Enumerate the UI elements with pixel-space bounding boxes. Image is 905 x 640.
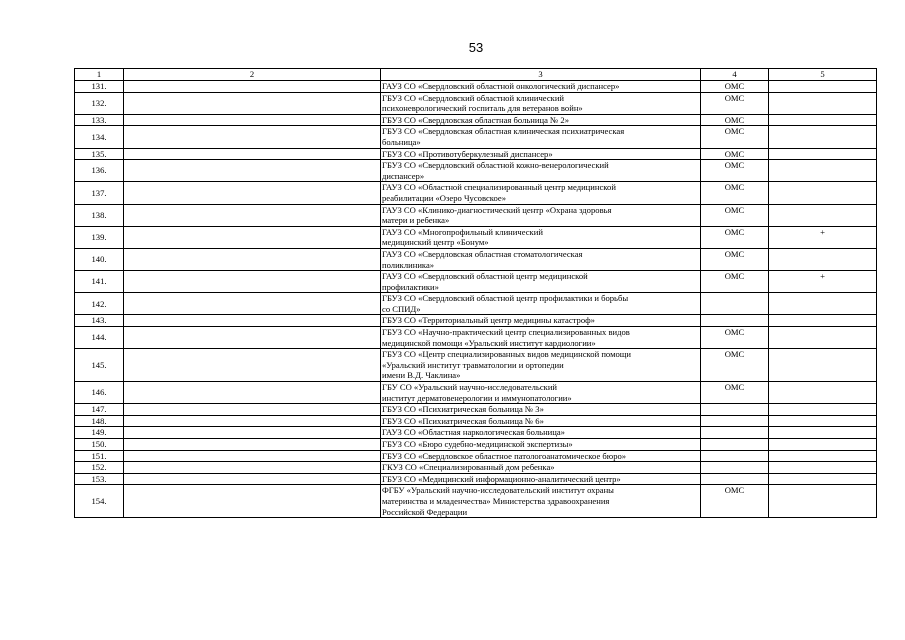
funding-source: ОМС bbox=[701, 204, 769, 226]
row-cell-2 bbox=[124, 382, 381, 404]
table-row bbox=[75, 382, 877, 404]
funding-source: ОМС bbox=[701, 485, 769, 518]
institution-name: ГБУЗ СО «Центр специализированных видов медицинской помощи «Уральский институт травматологии и ортопедии имени В.Д. Чаклина» bbox=[381, 349, 701, 382]
row-cell-2 bbox=[124, 271, 381, 293]
funding-source: ОМС bbox=[701, 148, 769, 160]
row-number: 148. bbox=[75, 415, 124, 427]
row-mark bbox=[769, 315, 877, 327]
row-number: 138. bbox=[75, 204, 124, 226]
column-header: 2 bbox=[124, 69, 381, 81]
row-number: 147. bbox=[75, 404, 124, 416]
row-number: 133. bbox=[75, 114, 124, 126]
funding-source: ОМС bbox=[701, 126, 769, 148]
institution-name: ГБУЗ СО «Медицинский информационно-аналитический центр» bbox=[381, 473, 701, 485]
row-mark bbox=[769, 182, 877, 204]
row-mark bbox=[769, 404, 877, 416]
table-row bbox=[75, 485, 877, 518]
table-row bbox=[75, 81, 877, 93]
column-header: 5 bbox=[769, 69, 877, 81]
funding-source: ОМС bbox=[701, 327, 769, 349]
row-cell-2 bbox=[124, 439, 381, 451]
row-cell-2 bbox=[124, 327, 381, 349]
table-row bbox=[75, 248, 877, 270]
row-mark bbox=[769, 427, 877, 439]
row-mark bbox=[769, 462, 877, 474]
row-number: 132. bbox=[75, 92, 124, 114]
row-cell-2 bbox=[124, 473, 381, 485]
institution-name: ГБУЗ СО «Противотуберкулезный диспансер» bbox=[381, 148, 701, 160]
institutions-table bbox=[74, 68, 877, 518]
table-row bbox=[75, 427, 877, 439]
row-mark bbox=[769, 81, 877, 93]
row-mark bbox=[769, 327, 877, 349]
table-body bbox=[75, 81, 877, 518]
row-cell-2 bbox=[124, 427, 381, 439]
funding-source bbox=[701, 439, 769, 451]
institution-name: ГАУЗ СО «Свердловский областной центр медицинской профилактики» bbox=[381, 271, 701, 293]
table-row bbox=[75, 160, 877, 182]
institution-name: ГАУЗ СО «Областная наркологическая больница» bbox=[381, 427, 701, 439]
row-number: 139. bbox=[75, 226, 124, 248]
institution-name: ФГБУ «Уральский научно-исследовательский институт охраны материнства и младенчества» Министерства здравоохранения Российской Федерации bbox=[381, 485, 701, 518]
table-row bbox=[75, 450, 877, 462]
table-row bbox=[75, 293, 877, 315]
table-row bbox=[75, 92, 877, 114]
institution-name: ГАУЗ СО «Многопрофильный клинический медицинский центр «Бонум» bbox=[381, 226, 701, 248]
funding-source: ОМС bbox=[701, 248, 769, 270]
table-row bbox=[75, 327, 877, 349]
row-mark bbox=[769, 415, 877, 427]
row-number: 150. bbox=[75, 439, 124, 451]
row-number: 149. bbox=[75, 427, 124, 439]
row-number: 154. bbox=[75, 485, 124, 518]
institution-name: ГАУЗ СО «Свердловский областной онкологический диспансер» bbox=[381, 81, 701, 93]
row-cell-2 bbox=[124, 450, 381, 462]
row-number: 131. bbox=[75, 81, 124, 93]
institution-name: ГБУЗ СО «Психиатрическая больница № 6» bbox=[381, 415, 701, 427]
column-header: 3 bbox=[381, 69, 701, 81]
row-cell-2 bbox=[124, 415, 381, 427]
row-mark: + bbox=[769, 226, 877, 248]
row-cell-2 bbox=[124, 293, 381, 315]
institution-name: ГБУЗ СО «Бюро судебно-медицинской экспертизы» bbox=[381, 439, 701, 451]
row-mark bbox=[769, 160, 877, 182]
table-row bbox=[75, 271, 877, 293]
row-cell-2 bbox=[124, 248, 381, 270]
funding-source bbox=[701, 404, 769, 416]
institution-name: ГБУЗ СО «Свердловское областное патологоанатомическое бюро» bbox=[381, 450, 701, 462]
funding-source bbox=[701, 293, 769, 315]
funding-source bbox=[701, 427, 769, 439]
funding-source: ОМС bbox=[701, 160, 769, 182]
table-row bbox=[75, 126, 877, 148]
row-number: 142. bbox=[75, 293, 124, 315]
row-cell-2 bbox=[124, 404, 381, 416]
funding-source: ОМС bbox=[701, 92, 769, 114]
row-number: 144. bbox=[75, 327, 124, 349]
funding-source bbox=[701, 315, 769, 327]
row-cell-2 bbox=[124, 315, 381, 327]
funding-source bbox=[701, 462, 769, 474]
column-header: 4 bbox=[701, 69, 769, 81]
row-cell-2 bbox=[124, 148, 381, 160]
row-mark bbox=[769, 92, 877, 114]
row-mark: + bbox=[769, 271, 877, 293]
funding-source bbox=[701, 450, 769, 462]
row-mark bbox=[769, 293, 877, 315]
row-mark bbox=[769, 439, 877, 451]
table-row bbox=[75, 462, 877, 474]
table-row bbox=[75, 148, 877, 160]
funding-source: ОМС bbox=[701, 114, 769, 126]
row-cell-2 bbox=[124, 92, 381, 114]
row-mark bbox=[769, 382, 877, 404]
funding-source bbox=[701, 415, 769, 427]
row-cell-2 bbox=[124, 226, 381, 248]
institution-name: ГАУЗ СО «Областной специализированный центр медицинской реабилитации «Озеро Чусовское» bbox=[381, 182, 701, 204]
row-cell-2 bbox=[124, 349, 381, 382]
row-mark bbox=[769, 473, 877, 485]
row-cell-2 bbox=[124, 126, 381, 148]
funding-source bbox=[701, 473, 769, 485]
funding-source: ОМС bbox=[701, 271, 769, 293]
row-cell-2 bbox=[124, 182, 381, 204]
institution-name: ГАУЗ СО «Свердловская областная стоматологическая поликлиника» bbox=[381, 248, 701, 270]
table-row bbox=[75, 404, 877, 416]
row-number: 153. bbox=[75, 473, 124, 485]
row-cell-2 bbox=[124, 114, 381, 126]
row-number: 145. bbox=[75, 349, 124, 382]
funding-source: ОМС bbox=[701, 226, 769, 248]
table-row bbox=[75, 315, 877, 327]
row-number: 140. bbox=[75, 248, 124, 270]
institution-name: ГБУЗ СО «Свердловская областная больница № 2» bbox=[381, 114, 701, 126]
row-mark bbox=[769, 248, 877, 270]
row-mark bbox=[769, 126, 877, 148]
row-cell-2 bbox=[124, 204, 381, 226]
row-mark bbox=[769, 114, 877, 126]
institution-name: ГБУЗ СО «Психиатрическая больница № 3» bbox=[381, 404, 701, 416]
row-mark bbox=[769, 450, 877, 462]
table-row bbox=[75, 439, 877, 451]
row-number: 134. bbox=[75, 126, 124, 148]
column-header: 1 bbox=[75, 69, 124, 81]
row-cell-2 bbox=[124, 160, 381, 182]
table-row bbox=[75, 349, 877, 382]
row-number: 151. bbox=[75, 450, 124, 462]
institution-name: ГКУЗ СО «Специализированный дом ребенка» bbox=[381, 462, 701, 474]
funding-source: ОМС bbox=[701, 182, 769, 204]
row-number: 137. bbox=[75, 182, 124, 204]
institution-name: ГБУ СО «Уральский научно-исследовательский институт дерматовенерологии и иммунопатологии» bbox=[381, 382, 701, 404]
table-row bbox=[75, 226, 877, 248]
institution-name: ГБУЗ СО «Свердловский областной центр профилактики и борьбы со СПИД» bbox=[381, 293, 701, 315]
row-number: 146. bbox=[75, 382, 124, 404]
row-number: 141. bbox=[75, 271, 124, 293]
institution-name: ГБУЗ СО «Свердловский областной клинический психоневрологический госпиталь для ветеранов войн» bbox=[381, 92, 701, 114]
institution-name: ГБУЗ СО «Территориальный центр медицины катастроф» bbox=[381, 315, 701, 327]
row-mark bbox=[769, 204, 877, 226]
table-header-row bbox=[75, 69, 877, 81]
row-mark bbox=[769, 148, 877, 160]
funding-source: ОМС bbox=[701, 81, 769, 93]
row-number: 152. bbox=[75, 462, 124, 474]
institution-name: ГБУЗ СО «Научно-практический центр специализированных видов медицинской помощи «Уральский институт кардиологии» bbox=[381, 327, 701, 349]
row-cell-2 bbox=[124, 462, 381, 474]
table-row bbox=[75, 204, 877, 226]
row-mark bbox=[769, 485, 877, 518]
row-number: 143. bbox=[75, 315, 124, 327]
row-cell-2 bbox=[124, 485, 381, 518]
page-number: 53 bbox=[468, 40, 484, 55]
table-row bbox=[75, 114, 877, 126]
table-row bbox=[75, 473, 877, 485]
row-cell-2 bbox=[124, 81, 381, 93]
institution-name: ГБУЗ СО «Свердловский областной кожно-венерологический диспансер» bbox=[381, 160, 701, 182]
table-row bbox=[75, 182, 877, 204]
institution-name: ГБУЗ СО «Свердловская областная клиническая психиатрическая больница» bbox=[381, 126, 701, 148]
institution-name: ГАУЗ СО «Клинико-диагностический центр «Охрана здоровья матери и ребенка» bbox=[381, 204, 701, 226]
table-row bbox=[75, 415, 877, 427]
funding-source: ОМС bbox=[701, 382, 769, 404]
funding-source: ОМС bbox=[701, 349, 769, 382]
row-mark bbox=[769, 349, 877, 382]
row-number: 136. bbox=[75, 160, 124, 182]
row-number: 135. bbox=[75, 148, 124, 160]
